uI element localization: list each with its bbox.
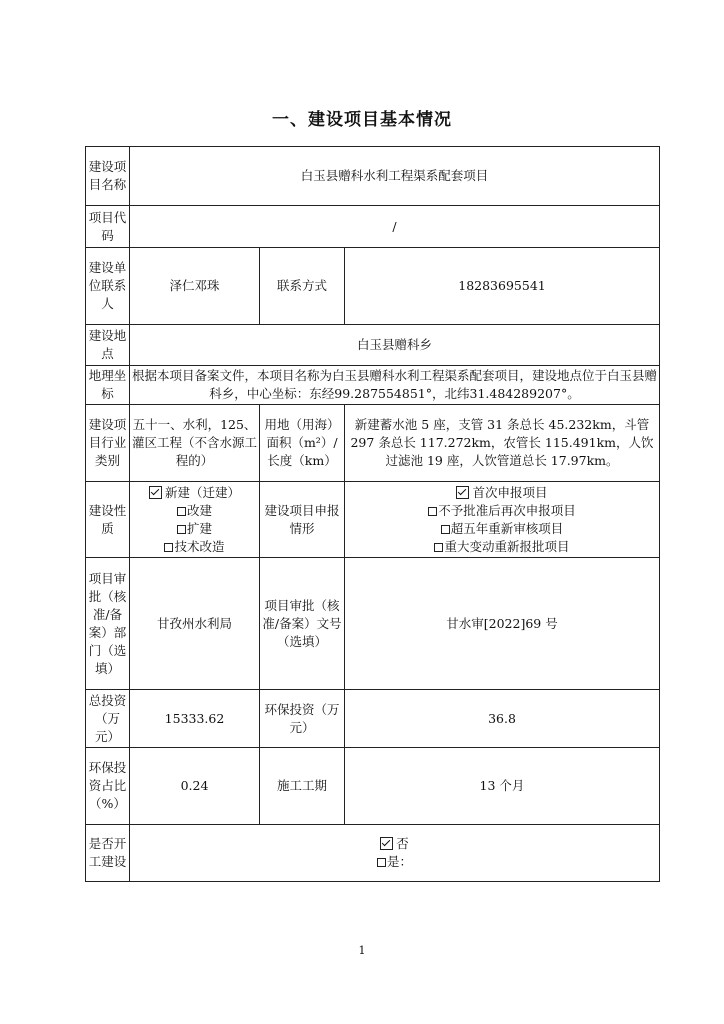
page-number: 1 [358,944,366,957]
value-coordinates: 根据本项目备案文件，本项目名称为白玉县赠科水利工程渠系配套项目，建设地点位于白玉县赠科乡，中心坐标：东经99.287554851°，北纬31.484289207°。 [130,366,660,405]
checkbox-empty-icon [177,507,186,516]
label-report-type: 建设项目申报情形 [260,482,345,558]
label-nature: 建设性质 [86,482,130,558]
value-contact-person: 泽仁邓珠 [130,248,260,325]
report-options [345,482,660,558]
option-new-build[interactable]: 新建（迁建） [132,484,257,502]
label-project-name: 建设项目名称 [86,147,130,206]
row-nature [86,482,660,558]
row-approval [86,558,660,690]
option-resubmit[interactable]: 不予批准后再次申报项目 [347,502,657,520]
row-project-code [86,206,660,248]
checkbox-checked-icon [380,837,393,850]
checkbox-empty-icon [441,525,450,534]
checkbox-empty-icon [428,507,437,516]
value-land-area: 新建蓄水池 5 座，支管 31 条总长 45.232km，斗管 297 条总长 117.272km，农管长 115.491km，人饮过滤池 19 座，人饮管道总长 17.97km。 [345,405,660,482]
checkbox-empty-icon [434,543,443,552]
option-expansion[interactable]: 扩建 [132,520,257,538]
label-contact-person: 建设单位联系人 [86,248,130,325]
label-contact-method: 联系方式 [260,248,345,325]
value-approval-doc: 甘水审[2022]69 号 [345,558,660,690]
nature-options [130,482,260,558]
row-started [86,825,660,882]
option-not-started[interactable]: 否 [132,835,657,853]
value-construction-period: 13 个月 [345,748,660,825]
label-approval-doc: 项目审批（核准/备案）文号（选填） [260,558,345,690]
option-tech-upgrade[interactable]: 技术改造 [132,538,257,556]
option-major-change[interactable]: 重大变动重新报批项目 [347,538,657,556]
row-env-ratio [86,748,660,825]
label-env-ratio: 环保投资占比（%） [86,748,130,825]
option-first-report[interactable]: 首次申报项目 [347,484,657,502]
label-approval-dept: 项目审批（核准/备案）部门（选填） [86,558,130,690]
value-env-ratio: 0.24 [130,748,260,825]
value-project-name: 白玉县赠科水利工程渠系配套项目 [130,147,660,206]
row-industry [86,405,660,482]
option-renovation[interactable]: 改建 [132,502,257,520]
checkbox-empty-icon [164,543,173,552]
label-industry: 建设项目行业类别 [86,405,130,482]
row-contact [86,248,660,325]
row-project-name [86,147,660,206]
label-env-investment: 环保投资（万元） [260,690,345,748]
value-total-investment: 15333.62 [130,690,260,748]
started-options [130,825,660,882]
value-industry: 五十一、水利，125、灌区工程（不含水源工程的） [130,405,260,482]
label-coordinates: 地理坐标 [86,366,130,405]
label-land-area: 用地（用海）面积（m²）/长度（km） [260,405,345,482]
value-location: 白玉县赠科乡 [130,325,660,366]
label-started: 是否开工建设 [86,825,130,882]
label-total-investment: 总投资（万元） [86,690,130,748]
label-construction-period: 施工工期 [260,748,345,825]
label-location: 建设地点 [86,325,130,366]
section-title: 一、建设项目基本情况 [272,110,452,130]
option-started[interactable]: 是： [132,853,657,871]
value-env-investment: 36.8 [345,690,660,748]
label-project-code: 项目代码 [86,206,130,248]
option-five-year-review[interactable]: 超五年重新审核项目 [347,520,657,538]
checkbox-checked-icon [456,486,469,499]
checkbox-empty-icon [177,525,186,534]
checkbox-checked-icon [149,486,162,499]
project-info-table [85,146,660,882]
value-project-code: / [130,206,660,248]
row-coordinates [86,366,660,405]
value-contact-method: 18283695541 [345,248,660,325]
value-approval-dept: 甘孜州水利局 [130,558,260,690]
checkbox-empty-icon [377,858,386,867]
row-investment [86,690,660,748]
row-location [86,325,660,366]
